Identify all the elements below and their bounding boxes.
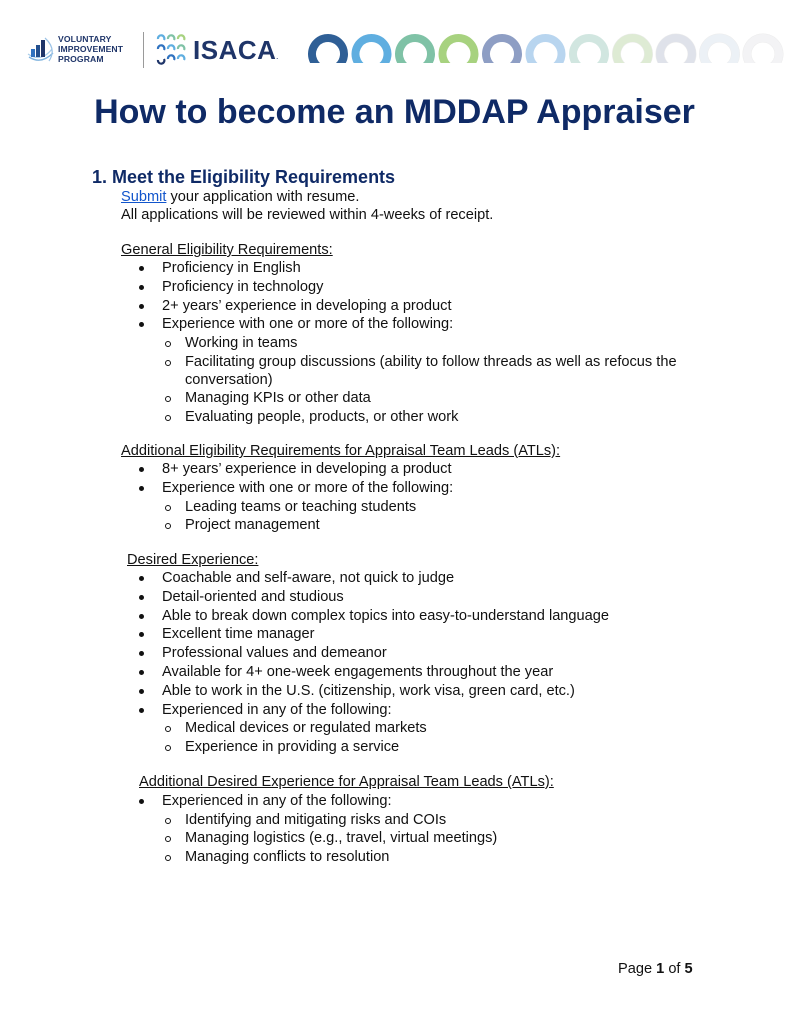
- hollow-bullet-icon: [165, 341, 171, 347]
- decorative-arc: [356, 38, 388, 63]
- sub-list-item-text: Evaluating people, products, or other work: [185, 408, 459, 425]
- list-item: [136, 315, 696, 426]
- logo-divider: [143, 32, 144, 68]
- isaca-wordmark: [193, 36, 279, 70]
- bullet-icon: [139, 689, 144, 694]
- list-item-text: Experienced in any of the following:: [162, 793, 392, 809]
- decorative-ring-arcs: [308, 29, 789, 63]
- bullet-icon: [139, 576, 144, 581]
- list-item: [136, 278, 696, 297]
- bullet-icon: [139, 266, 144, 271]
- hollow-bullet-icon: [165, 360, 171, 366]
- page-header: [0, 0, 789, 70]
- list-item: [136, 792, 696, 866]
- bullet-icon: [139, 486, 144, 491]
- list-item-text: Coachable and self-aware, not quick to judge: [162, 570, 455, 586]
- list-item-text: Able to work in the U.S. (citizenship, work visa, green card, etc.): [162, 682, 575, 699]
- sub-list-item: [162, 738, 696, 756]
- list-item: [136, 588, 696, 607]
- sub-list: [162, 498, 696, 535]
- review-notice: All applications will be reviewed within 4-weeks of receipt.: [121, 207, 494, 223]
- bullet-icon: [139, 632, 144, 637]
- decorative-arc: [486, 38, 518, 63]
- list-item: [136, 259, 696, 278]
- total-pages: 5: [684, 961, 693, 977]
- hollow-bullet-icon: [165, 726, 171, 732]
- sub-list-item: [162, 334, 696, 352]
- isaca-wordmark-text: ISACA: [193, 35, 277, 65]
- hollow-bullet-icon: [165, 415, 171, 421]
- sub-list-item: [162, 498, 696, 516]
- bullet-icon: [139, 285, 144, 290]
- bar-chart-wave-icon: [27, 35, 55, 65]
- list-item: [136, 297, 696, 316]
- vip-logo-line: IMPROVEMENT: [58, 44, 124, 54]
- voluntary-improvement-program-logo: [27, 33, 137, 69]
- of-label: of: [664, 961, 685, 977]
- sub-list-item-text: Managing conflicts to resolution: [185, 848, 390, 865]
- page-number: [618, 960, 693, 978]
- bullet-icon: [139, 670, 144, 675]
- list-item: [136, 663, 696, 682]
- list-item-text: Experience with one or more of the following:: [162, 479, 454, 496]
- submit-application-line: [121, 188, 359, 206]
- list-item-text: Experienced in any of the following:: [162, 701, 392, 718]
- submit-line-text: your application with resume.: [166, 189, 360, 205]
- list-item-text: Available for 4+ one-week engagements throughout the year: [162, 663, 554, 680]
- list-item: [136, 460, 696, 479]
- sub-list-item-text: Working in teams: [185, 335, 298, 352]
- decorative-arc: [573, 38, 605, 63]
- sub-list: [162, 334, 696, 426]
- sub-list-item: [162, 408, 696, 426]
- atl-eligibility-list: [136, 460, 696, 534]
- list-item-text: 2+ years’ experience in developing a product: [162, 297, 452, 314]
- vip-logo-line: VOLUNTARY: [58, 34, 112, 44]
- hollow-bullet-icon: [165, 855, 171, 861]
- bullet-icon: [139, 651, 144, 656]
- sub-list-item-text: Facilitating group discussions (ability to follow threads as well as refocus the conversation): [185, 353, 677, 388]
- atl-eligibility-heading: Additional Eligibility Requirements for Appraisal Team Leads (ATLs):: [121, 443, 561, 459]
- list-item: [136, 701, 696, 757]
- vip-logo-line: PROGRAM: [58, 54, 104, 64]
- sub-list: [162, 719, 696, 756]
- page-label: Page: [618, 961, 657, 977]
- general-eligibility-list: [136, 259, 696, 426]
- hollow-bullet-icon: [165, 505, 171, 511]
- bullet-icon: [139, 614, 144, 619]
- hollow-bullet-icon: [165, 396, 171, 402]
- sub-list-item: [162, 353, 696, 390]
- list-item-text: 8+ years’ experience in developing a product: [162, 461, 452, 477]
- bullet-icon: [139, 304, 144, 309]
- sub-list-item: [162, 829, 696, 847]
- sub-list-item-text: Managing KPIs or other data: [185, 390, 371, 407]
- atl-desired-heading: Additional Desired Experience for Appraisal Team Leads (ATLs):: [139, 774, 554, 790]
- general-eligibility-heading: General Eligibility Requirements:: [121, 242, 333, 258]
- sub-list-item-text: Leading teams or teaching students: [185, 498, 417, 515]
- list-item-text: Able to break down complex topics into easy-to-understand language: [162, 607, 610, 624]
- decorative-arc: [530, 38, 562, 63]
- bullet-icon: [139, 467, 144, 472]
- sub-list-item-text: Identifying and mitigating risks and COIs: [185, 811, 447, 828]
- sub-list-item: [162, 848, 696, 866]
- list-item: [136, 625, 696, 644]
- sub-list-item: [162, 811, 696, 829]
- sub-list-item: [162, 719, 696, 737]
- atl-desired-list: [136, 792, 696, 866]
- list-item-text: Experience with one or more of the following:: [162, 316, 454, 333]
- hollow-bullet-icon: [165, 523, 171, 529]
- isaca-trademark-dot: .: [276, 55, 279, 61]
- isaca-logo: [155, 33, 290, 67]
- desired-experience-list: [136, 569, 696, 756]
- sub-list-item-text: Managing logistics (e.g., travel, virtual meetings): [185, 830, 498, 847]
- list-item: [136, 479, 696, 535]
- list-item-text: Professional values and demeanor: [162, 645, 387, 662]
- decorative-arc: [443, 38, 475, 63]
- current-page: 1: [656, 961, 665, 977]
- hollow-bullet-icon: [165, 745, 171, 751]
- decorative-arc: [312, 38, 344, 63]
- page-title: How to become an MDDAP Appraiser: [94, 93, 695, 131]
- vip-logo-text: [58, 34, 123, 64]
- sub-list: [162, 811, 696, 866]
- list-item-text: Proficiency in English: [162, 260, 301, 276]
- list-item-text: Proficiency in technology: [162, 278, 324, 295]
- submit-link[interactable]: Submit: [121, 189, 167, 205]
- sub-list-item: [162, 389, 696, 407]
- bullet-icon: [139, 799, 144, 804]
- hollow-bullet-icon: [165, 836, 171, 842]
- decorative-arc: [399, 38, 431, 63]
- sub-list-item: [162, 516, 696, 534]
- list-item: [136, 607, 696, 626]
- list-item: [136, 569, 696, 588]
- bullet-icon: [139, 595, 144, 600]
- sub-list-item-text: Experience in providing a service: [185, 738, 400, 755]
- section-heading-eligibility: 1. Meet the Eligibility Requirements: [92, 167, 396, 187]
- isaca-rings-icon: [155, 33, 187, 65]
- sub-list-item-text: Project management: [185, 517, 320, 533]
- desired-experience-heading: Desired Experience:: [127, 552, 259, 568]
- hollow-bullet-icon: [165, 818, 171, 824]
- list-item-text: Detail-oriented and studious: [162, 588, 344, 605]
- list-item: [136, 644, 696, 663]
- bullet-icon: [139, 322, 144, 327]
- list-item-text: Excellent time manager: [162, 626, 315, 643]
- list-item: [136, 682, 696, 701]
- bullet-icon: [139, 708, 144, 713]
- sub-list-item-text: Medical devices or regulated markets: [185, 720, 427, 737]
